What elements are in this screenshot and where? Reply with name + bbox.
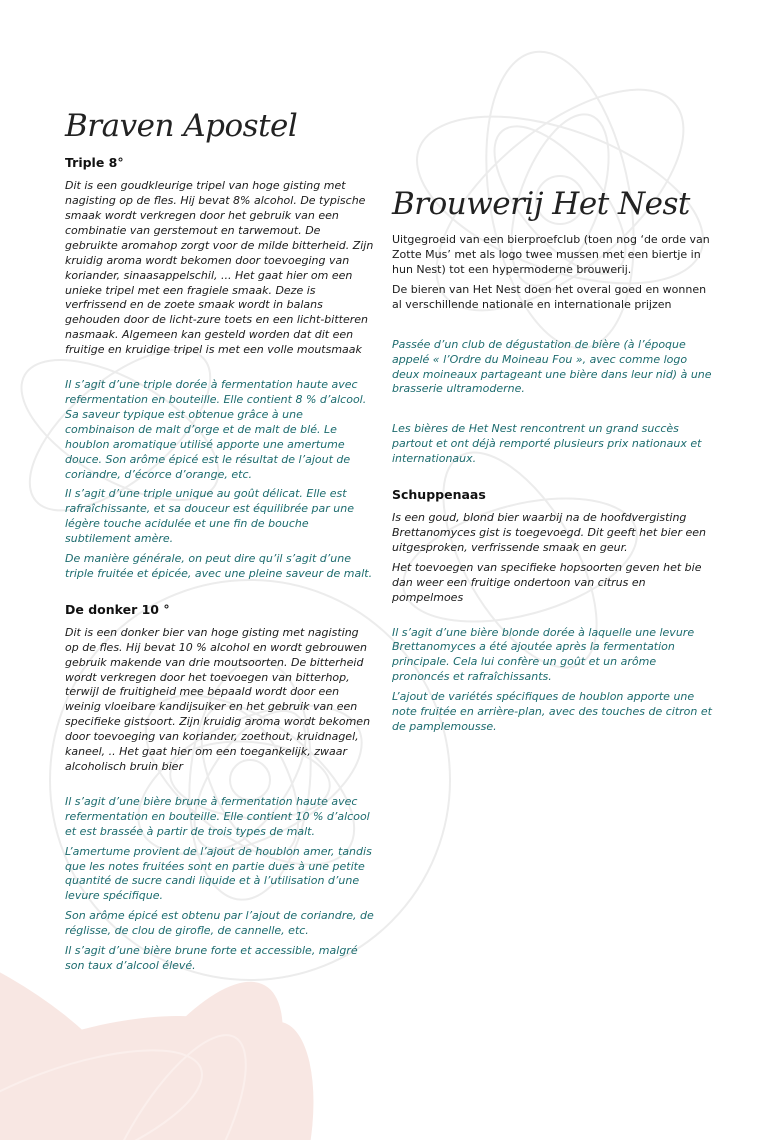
het-nest-intro-nl-2: De bieren van Het Nest doen het overal goed en wonnen al verschillende nationale en internationale prijzen [392,282,707,311]
het-nest-intro-nl-1: Uitgegroeid van een bierproefclub (toen nog ‘de orde van Zotte Mus’ met als logo twee mussen met een biertje in hun Nest) tot een hypermoderne brouwerij. [392,233,710,276]
schuppenaas-description-fr-1: Il s’agit d’une bière blonde dorée à laquelle une levure Brettanomyces a été ajoutée après la fermentation principale. Cela lui confère un goût et un arôme prononcés et rafraîchissants. [392,625,695,684]
het-nest-intro-fr-2: Les bières de Het Nest rencontrent un grand succès partout et ont déjà remporté plusieurs prix nationaux et internationaux. [392,422,702,466]
triple-description-fr-2: Il s’agit d’une triple unique au goût délicat. Elle est rafraîchissante, et sa douceur est équilibrée par une légère touche acidulée et une fin de bouche subtilement amère. [65,487,355,546]
het-nest-intro-fr-1: Passée d’un club de dégustation de bière (à l’époque appelé « l’Ordre du Moineau Fou », avec comme logo deux moineaux partageant une bière dans leur nid) à une brasserie ultramoderne. [392,337,712,396]
donker-description-fr-1: Il s’agit d’une bière brune à fermentation haute avec refermentation en bouteille. Elle contient 10 % d’alcool et est brassée à partir de trois types de malt. [65,794,370,838]
donker-heading: De donker 10 ° [65,601,170,617]
schuppenaas-heading: Schuppenaas [392,487,486,503]
donker-description-fr-2: L’amertume provient de l’ajout de houblon amer, tandis que les notes fruitées sont en partie dues à une petite quantité de sucre candi liquide et à l’utilisation d’une levure spécifique. [65,844,372,903]
donker-description-nl: Dit is een donker bier van hoge gisting met nagisting op de fles. Hij bevat 10 % alcohol en wordt gebrouwen gebruik makende van drie moutsoorten. De bitterheid wordt verkregen door het toevoegen van bitterhop, terwijl de fruitigheid mee bepaald wordt door een weinig vloeibare kandijsuiker en het gebruik van een specifieke gistsoort. Zijn kruidig aroma wordt bekomen door toevoeging van koriander, zoethout, kruidnagel, kaneel, .. Het gaat hier om een toegankelijk, zwaar alcoholisch bruin bier [65,625,371,773]
schuppenaas-description-nl-2: Het toevoegen van specifieke hopsoorten geven het bie dan weer een fruitige ondertoon van citrus en pompelmoes [392,560,702,604]
donker-description-fr-4: Il s’agit d’une bière brune forte et accessible, malgré son taux d’alcool élevé. [65,944,358,972]
het-nest-title: Brouwerij Het Nest [392,186,690,222]
braven-apostel-column [65,108,375,974]
triple-description-fr-3: De manière générale, on peut dire qu’il s’agit d’une triple fruitée et épicée, avec une pleine saveur de malt. [65,552,373,580]
donker-description-fr-3: Son arôme épicé est obtenu par l’ajout de coriandre, de réglisse, de clou de girofle, de cannelle, etc. [65,909,374,938]
braven-apostel-title: Braven Apostel [65,108,298,144]
triple-description-nl: Dit is een goudkleurige tripel van hoge gisting met nagisting op de fles. Hij bevat 8% alcohol. De typische smaak wordt verkregen door het gebruik van een combinatie van gerstemout en tarwemout. De gebruikte aromahop zorgt voor de milde bitterheid. Zijn kruidig aroma wordt bekomen door toevoeging van koriander, sinaasappelschil, ... Het gaat hier om een unieke tripel met een fragiele smaak. Deze is verfrissend en de zoete smaak wordt in balans gehouden door de licht-zure toets en een licht-bitteren nasmaak. Algemeen kan gesteld worden dat dit een fruitige en kruidige tripel is met een volle moutsmaak [65,179,374,357]
triple-description-fr-1: Il s’agit d’une triple dorée à fermentation haute avec refermentation en bouteille. Elle contient 8 % d’alcool. Sa saveur typique est obtenue grâce à une combinaison de malt d’orge et de malt de blé. Le houblon aromatique utilisé apporte une amertume douce. Son arôme épicé est le résultat de l’ajout de coriandre, d’écorce d’orange, etc. [65,378,367,481]
brouwerij-het-nest-column [392,186,712,735]
triple-heading: Triple 8° [65,155,124,171]
schuppenaas-description-nl-1: Is een goud, blond bier waarbij na de hoofdvergisting Brettanomyces gist is toegevoegd. Dit geeft het bier een uitgesproken, verfrissende smaak en geur. [392,511,706,554]
schuppenaas-description-fr-2: L’ajout de variétés spécifiques de houblon apporte une note fruitée en arrière-plan, avec des touches de citron et de pamplemousse. [392,690,712,733]
